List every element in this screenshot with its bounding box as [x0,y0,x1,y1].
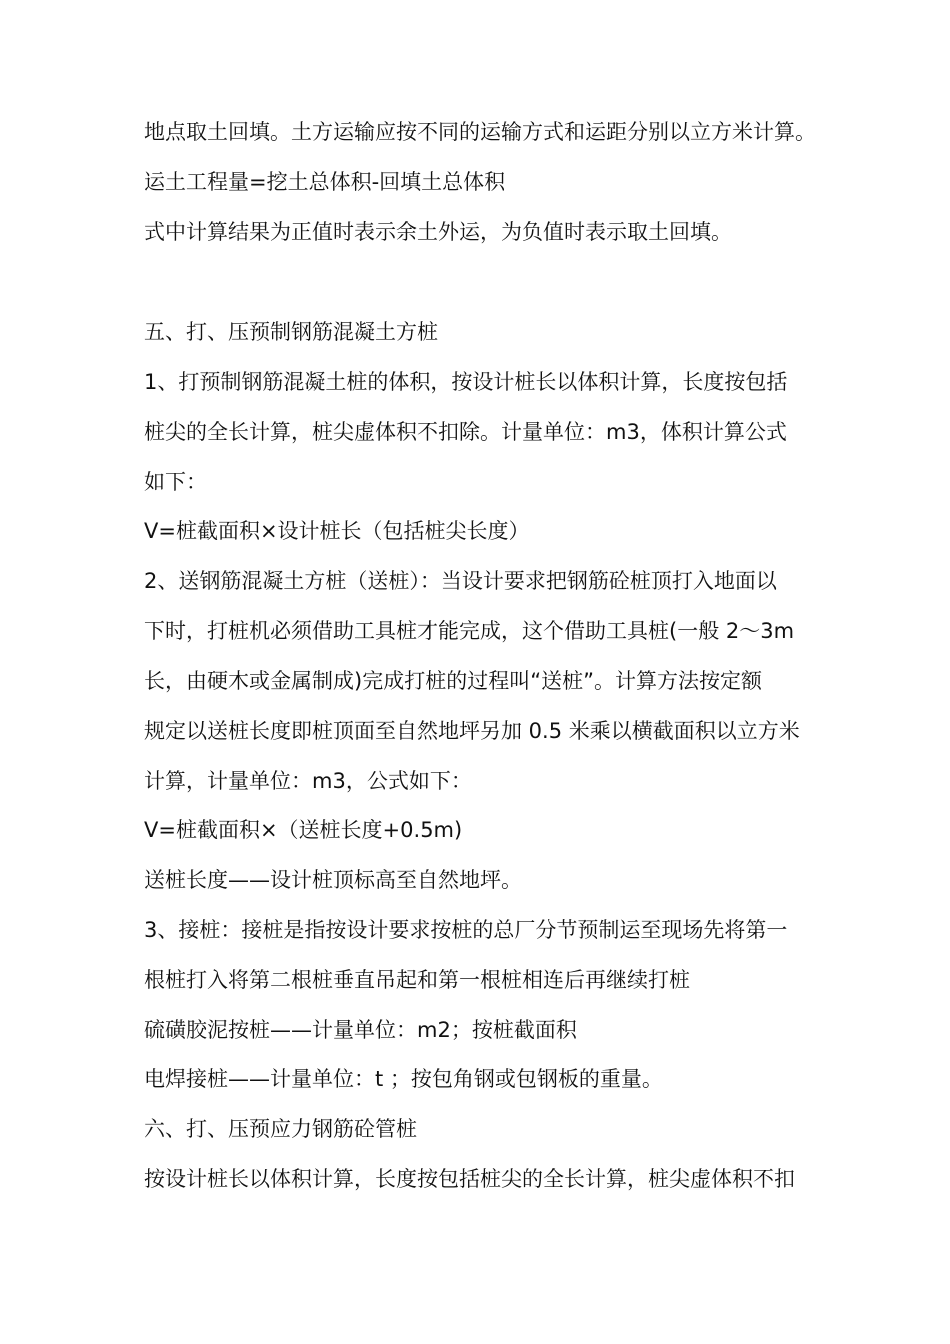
section-heading: 六、打、压预应力钢筋砼管桩 [144,1117,417,1141]
body-text-line: 地点取土回填。土方运输应按不同的运输方式和运距分别以立方米计算。 [144,120,816,144]
section-heading: 五、打、压预制钢筋混凝土方桩 [144,320,438,344]
body-text-line: 送桩长度——设计桩顶标高至自然地坪。 [144,868,522,892]
body-text-line: 硫磺胶泥按桩——计量单位：m2；按桩截面积 [144,1018,577,1042]
body-text-line: 3、接桩：接桩是指按设计要求按桩的总厂分节预制运至现场先将第一 [144,918,788,942]
body-text-line: 桩尖的全长计算，桩尖虚体积不扣除。计量单位：m3，体积计算公式 [144,420,787,444]
body-text-line: 按设计桩长以体积计算，长度按包括桩尖的全长计算，桩尖虚体积不扣 [144,1167,795,1191]
body-text-line: 规定以送桩长度即桩顶面至自然地坪另加 0.5 米乘以横截面积以立方米 [144,719,800,743]
body-text-line: 1、打预制钢筋混凝土桩的体积，按设计桩长以体积计算，长度按包括 [144,370,788,394]
formula-line: 运土工程量=挖土总体积-回填土总体积 [144,170,506,194]
body-text-line: 下时，打桩机必须借助工具桩才能完成，这个借助工具桩(一般 2～3m [144,619,795,643]
body-text-line: 式中计算结果为正值时表示余土外运，为负值时表示取土回填。 [144,220,732,244]
body-text-line: 如下： [144,470,207,494]
body-text-line: 长，由硬木或金属制成)完成打桩的过程叫“送桩”。计算方法按定额 [144,669,762,693]
body-text-line: 电焊接桩——计量单位：t ；按包角钢或包钢板的重量。 [144,1067,663,1091]
formula-line: V=桩截面积×设计桩长（包括桩尖长度） [144,519,530,543]
body-text-line: 2、送钢筋混凝土方桩（送桩）：当设计要求把钢筋砼桩顶打入地面以 [144,569,777,593]
formula-line: V=桩截面积×（送桩长度+0.5m) [144,818,463,842]
body-text-line: 根桩打入将第二根桩垂直吊起和第一根桩相连后再继续打桩 [144,968,690,992]
body-text-line: 计算，计量单位：m3，公式如下： [144,769,472,793]
